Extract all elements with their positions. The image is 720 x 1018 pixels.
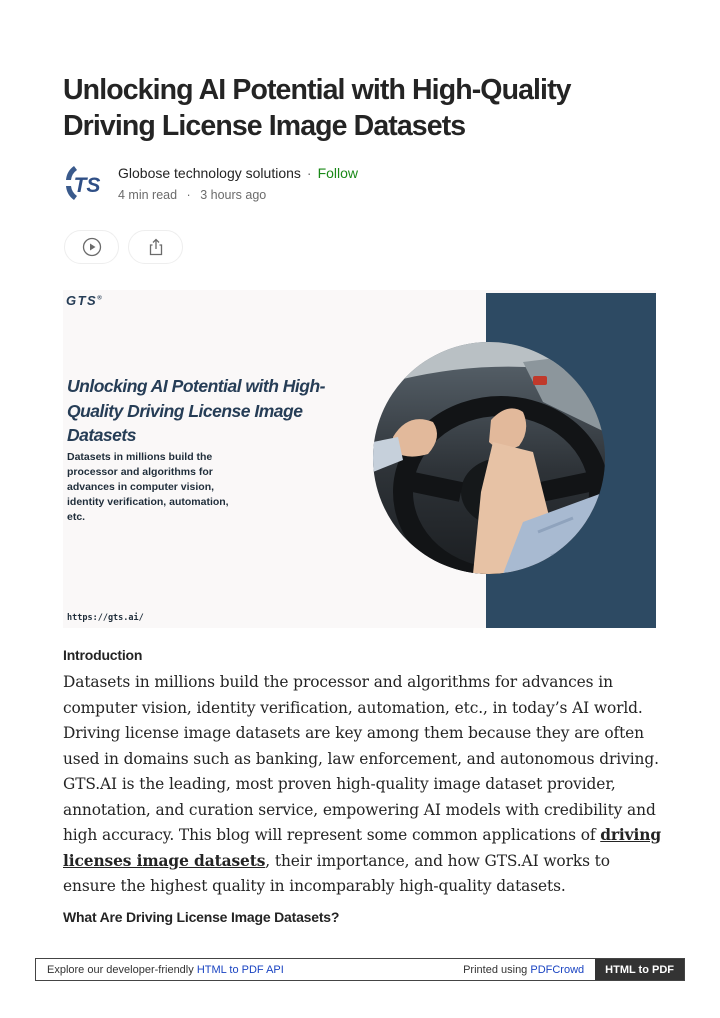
published-time: 3 hours ago bbox=[200, 188, 267, 202]
hero-headline: Unlocking AI Potential with High-Quality Driving License Image Datasets bbox=[67, 376, 325, 445]
author-avatar[interactable] bbox=[64, 162, 106, 204]
listen-button[interactable] bbox=[64, 230, 119, 264]
hero-url: https://gts.ai/ bbox=[67, 613, 144, 623]
author-separator: · bbox=[306, 165, 312, 181]
section-heading-introduction: Introduction bbox=[63, 647, 143, 663]
article-title: Unlocking AI Potential with High-Quality Driving License Image Datasets bbox=[63, 74, 571, 142]
section-heading-what-are: What Are Driving License Image Datasets? bbox=[63, 909, 340, 925]
pdfcrowd-footer bbox=[35, 958, 685, 981]
footer-left: Explore our developer-friendly HTML to PDF API bbox=[47, 963, 284, 976]
author-name[interactable]: Globose technology solutions bbox=[118, 165, 301, 181]
article-meta bbox=[118, 187, 266, 203]
pdfcrowd-link[interactable]: PDFCrowd bbox=[530, 963, 585, 976]
html-to-pdf-button[interactable]: HTML to PDF bbox=[595, 959, 684, 980]
gts-logo-icon bbox=[64, 162, 106, 204]
follow-button[interactable]: Follow bbox=[317, 165, 359, 181]
intro-paragraph: Datasets in millions build the processor and algorithms for advances in computer vision, identity verification, automation, etc., in today’s AI world. Driving license image datasets are key among them because they are often used in domains such as banking, law enforcement, and autonomous driving. GTS.AI is the leading, most proven high-quality image dataset provider, annotation, and curation service, empowering AI models with credibility and high accuracy. This blog will represent some common applications of driving licenses image datasets, their importance, and how GTS.AI works to ensure the highest quality in incomparably high-quality datasets. bbox=[63, 673, 662, 895]
play-circle-icon bbox=[81, 236, 103, 258]
hero-logo: GTS® bbox=[66, 293, 104, 308]
read-time: 4 min read bbox=[118, 188, 178, 202]
share-icon bbox=[145, 236, 167, 258]
driving-license-datasets-link[interactable]: driving licenses image datasets bbox=[63, 826, 662, 870]
steering-wheel-photo bbox=[373, 342, 605, 574]
html-to-pdf-api-link[interactable]: HTML to PDF API bbox=[196, 963, 284, 976]
meta-separator: · bbox=[186, 188, 191, 202]
footer-right: Printed using PDFCrowd bbox=[463, 963, 585, 976]
hero-image bbox=[63, 290, 656, 628]
hero-subtext: Datasets in millions build the processor and algorithms for advances in computer vision, identity verification, automation, etc. bbox=[67, 451, 229, 523]
author-row bbox=[118, 164, 358, 182]
avatar-text: TS bbox=[73, 174, 101, 197]
share-button[interactable] bbox=[128, 230, 183, 264]
